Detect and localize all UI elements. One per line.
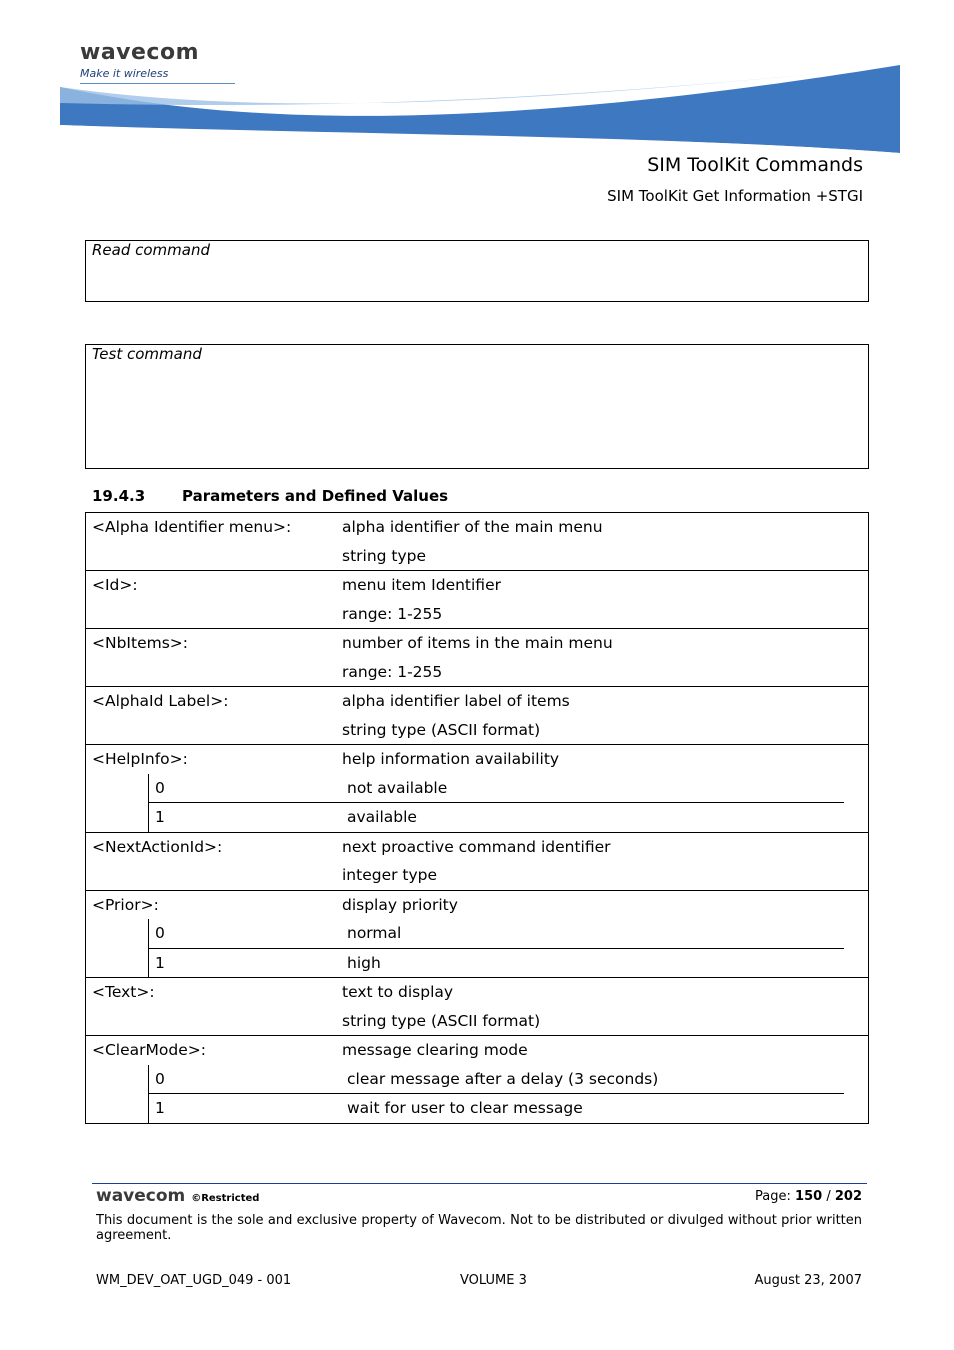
footer-divider <box>92 1183 867 1184</box>
param-name: <Alpha Identifier menu>: <box>92 518 292 536</box>
param-value-row <box>148 948 844 978</box>
logo-tagline: Make it wireless <box>80 67 169 80</box>
param-desc: help information availability <box>342 750 560 768</box>
header-wave-graphic <box>60 55 900 155</box>
test-command-label: Test command <box>92 345 202 363</box>
page-current: 150 <box>795 1189 823 1204</box>
param-type: range: 1-255 <box>342 604 443 623</box>
page-separator: / <box>826 1189 831 1204</box>
param-name: <Id>: <box>92 576 138 594</box>
param-value-desc: clear message after a delay (3 seconds) <box>347 1069 659 1088</box>
param-type: range: 1-255 <box>342 662 443 681</box>
section-title: Parameters and Defined Values <box>182 487 449 505</box>
param-desc: number of items in the main menu <box>342 634 613 652</box>
param-desc: alpha identifier label of items <box>342 692 570 710</box>
param-value-code: 1 <box>148 1094 347 1123</box>
param-value-code: 1 <box>148 949 347 978</box>
page-header-title: SIM ToolKit Commands <box>647 154 863 176</box>
param-value-desc: available <box>347 808 417 826</box>
confidentiality-notice: This document is the sole and exclusive property of Wavecom. Not to be distributed or divulged without prior written agreement. <box>96 1213 862 1243</box>
param-value-row <box>148 919 844 948</box>
page-total: 202 <box>834 1189 862 1204</box>
logo-wordmark: wavecom <box>80 40 200 65</box>
read-command-box <box>85 240 869 302</box>
param-value-desc: not available <box>347 778 448 797</box>
restricted-label: ©Restricted <box>191 1193 260 1204</box>
param-row <box>86 513 869 571</box>
test-command-box <box>85 344 869 469</box>
param-desc: message clearing mode <box>342 1041 528 1059</box>
parameters-table <box>85 512 869 1124</box>
param-row <box>86 832 869 890</box>
param-value-code: 1 <box>148 803 347 832</box>
param-type: string type (ASCII format) <box>342 1011 541 1030</box>
param-row <box>86 745 869 833</box>
param-name: <AlphaId Label>: <box>92 692 229 710</box>
param-value-code: 0 <box>148 1065 347 1094</box>
param-row <box>86 629 869 687</box>
param-value-desc: normal <box>347 924 402 942</box>
param-name: <Prior>: <box>92 895 159 914</box>
param-value-code: 0 <box>148 774 347 803</box>
param-value-row <box>148 1093 844 1123</box>
param-row <box>86 1036 869 1124</box>
param-row <box>86 571 869 629</box>
param-type: string type (ASCII format) <box>342 720 541 739</box>
document-date: August 23, 2007 <box>754 1273 862 1288</box>
param-desc: next proactive command identifier <box>342 837 611 856</box>
param-value-desc: wait for user to clear message <box>347 1099 583 1117</box>
param-value-code: 0 <box>148 919 347 948</box>
param-row <box>86 890 869 978</box>
param-desc: menu item Identifier <box>342 576 501 594</box>
param-value-row <box>148 1065 844 1094</box>
volume-label: VOLUME 3 <box>460 1273 527 1288</box>
param-name: <Text>: <box>92 983 155 1001</box>
param-value-row <box>148 802 844 832</box>
param-type: string type <box>342 546 427 565</box>
param-type: integer type <box>342 866 438 884</box>
param-name: <NextActionId>: <box>92 837 223 856</box>
param-row <box>86 687 869 745</box>
footer-logo-wordmark: wavecom <box>96 1186 186 1206</box>
section-heading <box>92 487 448 505</box>
page-number <box>755 1189 862 1204</box>
param-row <box>86 978 869 1036</box>
param-value-desc: high <box>347 953 381 972</box>
page-header-subtitle: SIM ToolKit Get Information +STGI <box>607 187 863 205</box>
param-name: <HelpInfo>: <box>92 750 188 768</box>
page-label: Page: <box>755 1189 791 1204</box>
param-name: <ClearMode>: <box>92 1041 206 1059</box>
document-id: WM_DEV_OAT_UGD_049 - 001 <box>96 1273 292 1288</box>
section-number: 19.4.3 <box>92 487 146 505</box>
param-desc: text to display <box>342 983 454 1001</box>
footer-logo <box>96 1186 259 1206</box>
param-value-row <box>148 774 844 803</box>
param-desc: display priority <box>342 895 458 914</box>
param-name: <NbItems>: <box>92 634 188 652</box>
read-command-label: Read command <box>92 241 211 259</box>
param-desc: alpha identifier of the main menu <box>342 518 603 536</box>
